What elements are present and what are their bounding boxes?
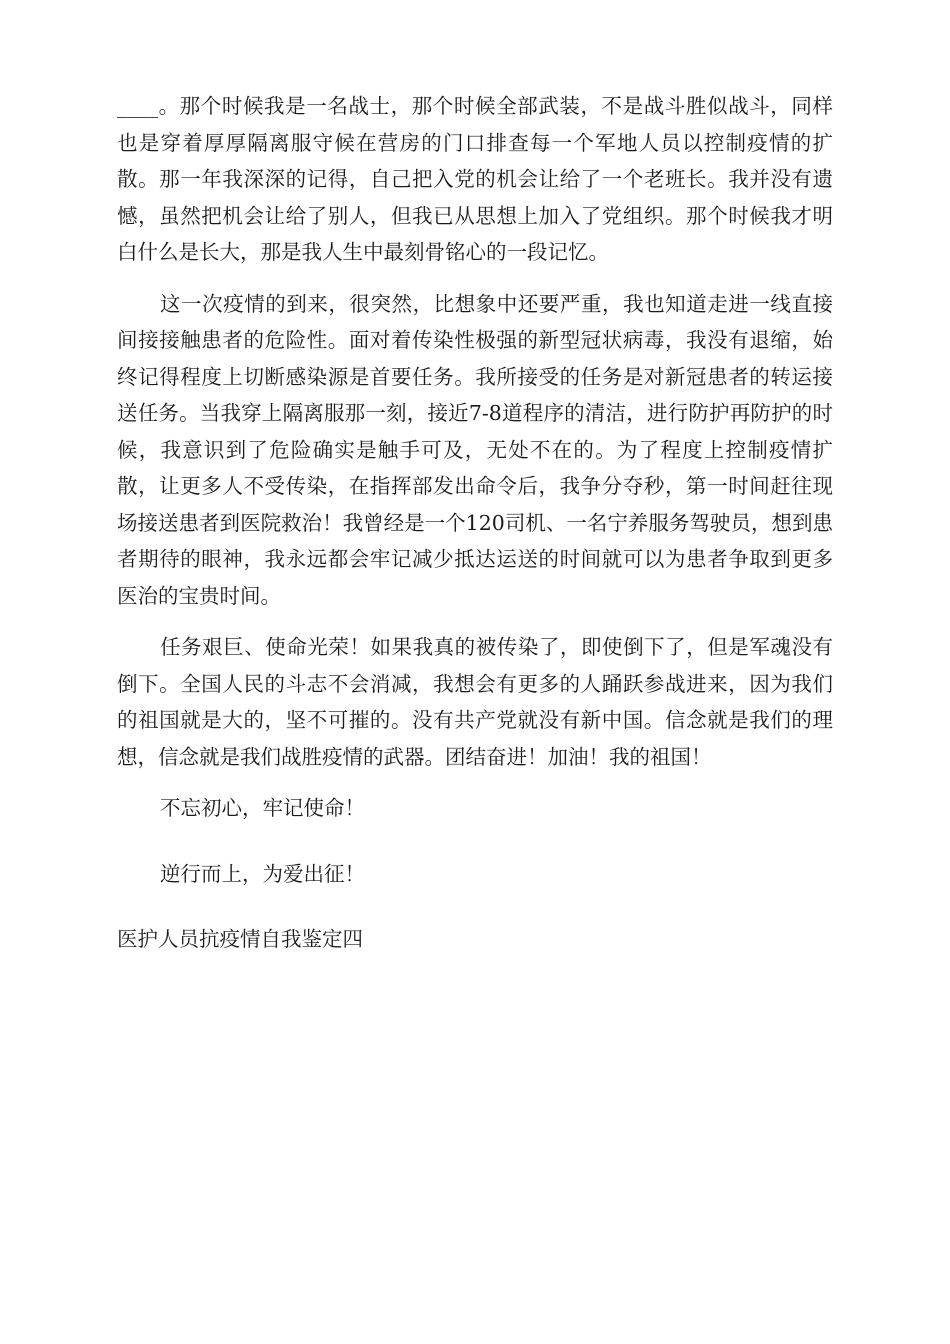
section-heading: 医护人员抗疫情自我鉴定四 [117,927,363,951]
slogan-2: 逆行而上，为爱出征！ [160,861,365,886]
document-body [117,88,833,958]
paragraph-3: 任务艰巨、使命光荣！如果我真的被传染了，即使倒下了，但是军魂没有倒下。全国人民的斗志不会消减，我想会有更多的人踊跃参战进来，因为我们的祖国就是大的，坚不可摧的。没有共产党就没有新中国。信念就是我们的理想，信念就是我们战胜疫情的武器。团结奋进！加油！我的祖国！ [117,635,833,769]
paragraph-2: 这一次疫情的到来，很突然，比想象中还要严重，我也知道走进一线直接间接接触患者的危险性。面对着传染性极强的新型冠状病毒，我没有退缩，始终记得程度上切断感染源是首要任务。我所接受的任务是对新冠患者的转运接送任务。当我穿上隔离服那一刻，接近7-8道程序的清洁，进行防护再防护的时候，我意识到了危险确实是触手可及，无处不在的。为了程度上控制疫情扩散，让更多人不受传染，在指挥部发出命令后，我争分夺秒，第一时间赶往现场接送患者到医院救治！我曾经是一个120司机、一名宁养服务驾驶员，想到患者期待的眼神，我永远都会牢记减少抵达运送的时间就可以为患者争取到更多医治的宝贵时间。 [117,291,833,608]
paragraph-1: ____。那个时候我是一名战士，那个时候全部武装，不是战斗胜似战斗，同样也是穿着厚厚隔离服守候在营房的门口排查每一个军地人员以控制疫情的扩散。那一年我深深的记得，自己把入党的机会让给了一个老班长。我并没有遗憾，虽然把机会让给了别人，但我已从思想上加入了党组织。那个时候我才明白什么是长大，那是我人生中最刻骨铭心的一段记忆。 [117,94,833,264]
slogan-1: 不忘初心，牢记使命！ [160,796,365,820]
